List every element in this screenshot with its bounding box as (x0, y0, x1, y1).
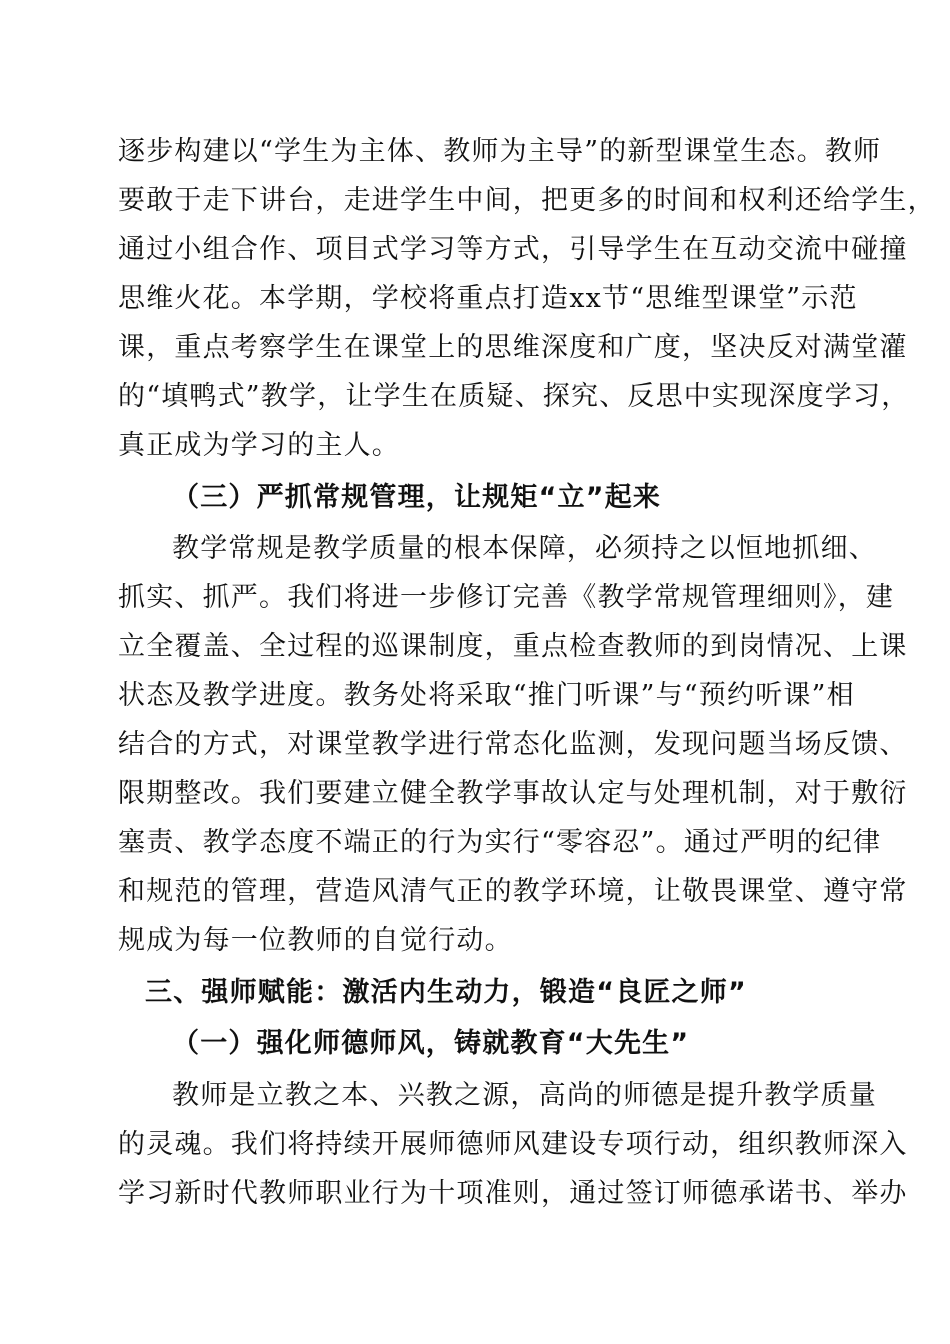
section-heading: 三、强师赋能：激活内生动力，锻造“良匠之师” (145, 977, 747, 1008)
body-text-line: 课，重点考察学生在课堂上的思维深度和广度，坚决反对满堂灌 (118, 332, 908, 363)
body-text-line: 学习新时代教师职业行为十项准则，通过签订师德承诺书、举办 (118, 1178, 908, 1209)
paragraph-first-line: 教师是立教之本、兴教之源，高尚的师德是提升教学质量 (172, 1080, 877, 1111)
body-text-line: 结合的方式，对课堂教学进行常态化监测，发现问题当场反馈、 (118, 729, 908, 760)
section-subheading: （三）严抓常规管理，让规矩“立”起来 (172, 482, 662, 513)
body-text-line: 的灵魂。我们将持续开展师德师风建设专项行动，组织教师深入 (118, 1129, 908, 1160)
section-subheading: （一）强化师德师风，铸就教育“大先生” (172, 1028, 690, 1059)
body-text-line: 抓实、抓严。我们将进一步修订完善《教学常规管理细则》，建 (118, 582, 895, 613)
body-text-line: 通过小组合作、项目式学习等方式，引导学生在互动交流中碰撞 (118, 234, 908, 265)
body-text-line: 规成为每一位教师的自觉行动。 (118, 925, 513, 956)
body-text-line: 状态及教学进度。教务处将采取“推门听课”与“预约听课”相 (118, 680, 855, 711)
body-text-line: 要敢于走下讲台，走进学生中间，把更多的时间和权利还给学生， (118, 185, 936, 216)
body-text-line: 思维火花。本学期，学校将重点打造xx节“思维型课堂”示范 (118, 283, 858, 314)
body-text-line: 塞责、教学态度不端正的行为实行“零容忍”。通过严明的纪律 (118, 827, 882, 858)
body-text-line: 和规范的管理，营造风清气正的教学环境，让敬畏课堂、遵守常 (118, 876, 908, 907)
body-text-line: 逐步构建以“学生为主体、教师为主导”的新型课堂生态。教师 (118, 136, 882, 167)
body-text-line: 真正成为学习的主人。 (118, 430, 400, 461)
body-text-line: 的“填鸭式”教学，让学生在质疑、探究、反思中实现深度学习， (118, 381, 910, 412)
body-text-line: 限期整改。我们要建立健全教学事故认定与处理机制，对于敷衍 (118, 778, 908, 809)
paragraph-first-line: 教学常规是教学质量的根本保障，必须持之以恒地抓细、 (172, 533, 877, 564)
body-text-line: 立全覆盖、全过程的巡课制度，重点检查教师的到岗情况、上课 (118, 631, 908, 662)
